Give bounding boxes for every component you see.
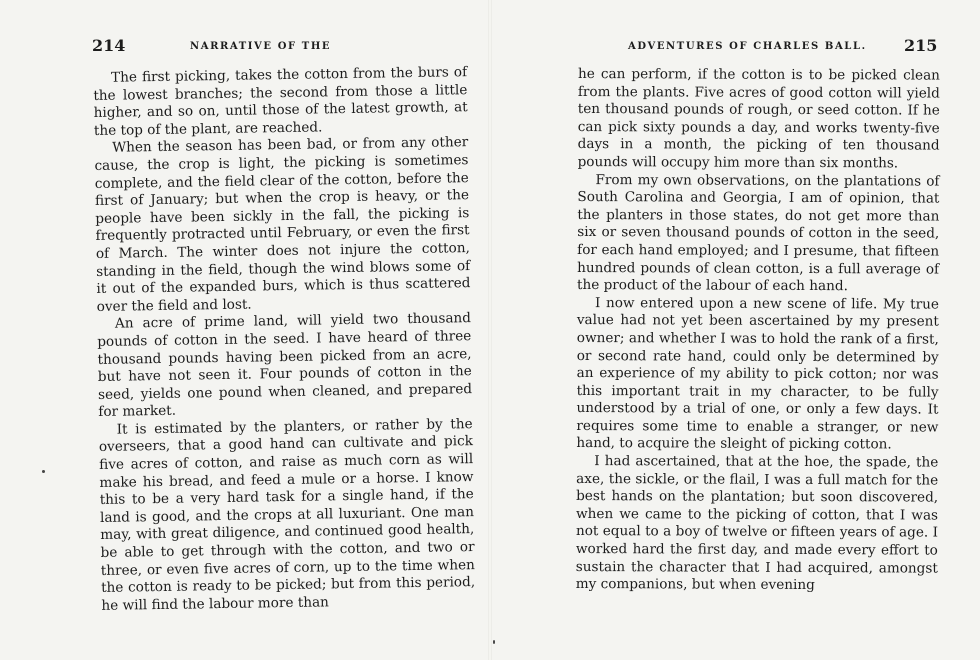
print-speck xyxy=(42,470,45,473)
paragraph: An acre of prime land, will yield two thousand pounds of cotton in the seed. I have heard of three thousand pounds having been picked from an acre, but have not seen it. Four pounds of cotton in the seed, yields one pound when cleaned, and prepared for market. xyxy=(97,310,473,421)
paragraph: he can perform, if the cotton is to be picked clean from the plants. Five acres of good cotton will yield ten thousand pounds of rough, or seed cotton. If he can pick sixty pounds a day, and works twenty-five days in a month, the picking of ten thousand pounds will occupy him more than six months. xyxy=(577,66,940,172)
print-speck xyxy=(493,640,495,644)
right-page-number: 215 xyxy=(904,36,938,55)
right-page-body xyxy=(576,66,940,595)
left-running-head: NARRATIVE OF THE xyxy=(190,41,332,52)
right-page xyxy=(490,0,980,660)
left-page-number: 214 xyxy=(92,36,126,55)
right-running-head: ADVENTURES OF CHARLES BALL. xyxy=(628,41,867,52)
paragraph: I now entered upon a new scene of life. My true value had not yet been ascertained by my present owner; and whether I was to hold the rank of a first, or second rate hand, could only be determined by an experience of my ability to pick cotton; nor was this important trait in my character, to be fully understood by a trial of one, or only a few days. It requires some time to enable a stranger, or new hand, to acquire the sleight of picking cotton. xyxy=(576,294,939,453)
paragraph: It is estimated by the planters, or rather by the overseers, that a good hand can cultivate and pick five acres of cotton, and raise as much corn as will make his bread, and feed a mule or a horse. I know this to be a very hard task for a single hand, if the land is good, and the crops at all luxuriant. One man may, with great diligence, and continued good health, be able to get through with the cotton, and two or three, or even five acres of corn, up to the time when the cotton is ready to be picked; but from this period, he will find the labour more than xyxy=(98,415,476,614)
left-page-body xyxy=(93,64,476,615)
paragraph: I had ascertained, that at the hoe, the spade, the axe, the sickle, or the flail, I was a full match for the best hands on the plantation; but soon discovered, when we came to the picking of cotton, that I was not equal to a boy of twelve or fifteen years of age. I worked hard the first day, and made every effort to sustain the character that I had acquired, amongst my companions, but when evening xyxy=(575,453,939,594)
paragraph: The first picking, takes the cotton from the burs of the lowest branches; the second from those a little higher, and so on, until those of the latest growth, at the top of the plant, are reached. xyxy=(93,64,468,139)
paragraph: When the season has been bad, or from any other cause, the crop is light, the picking is sometimes complete, and the field clear of the cotton, before the first of January; but when the crop is heavy, or the people have been sickly in the fall, the picking is frequently protracted until February, or even the first of March. The winter does not injure the cotton, standing in the field, though the wind blows some of it out of the expanded burs, which is thus scattered over the field and lost. xyxy=(94,134,471,315)
paragraph: From my own observations, on the plantations of South Carolina and Georgia, I am of opinion, that the planters in those states, do not get more than six or seven thousand pounds of cotton in the seed, for each hand employed; and I presume, that fifteen hundred pounds of clean cotton, is a full average of the product of the labour of each hand. xyxy=(577,171,940,295)
